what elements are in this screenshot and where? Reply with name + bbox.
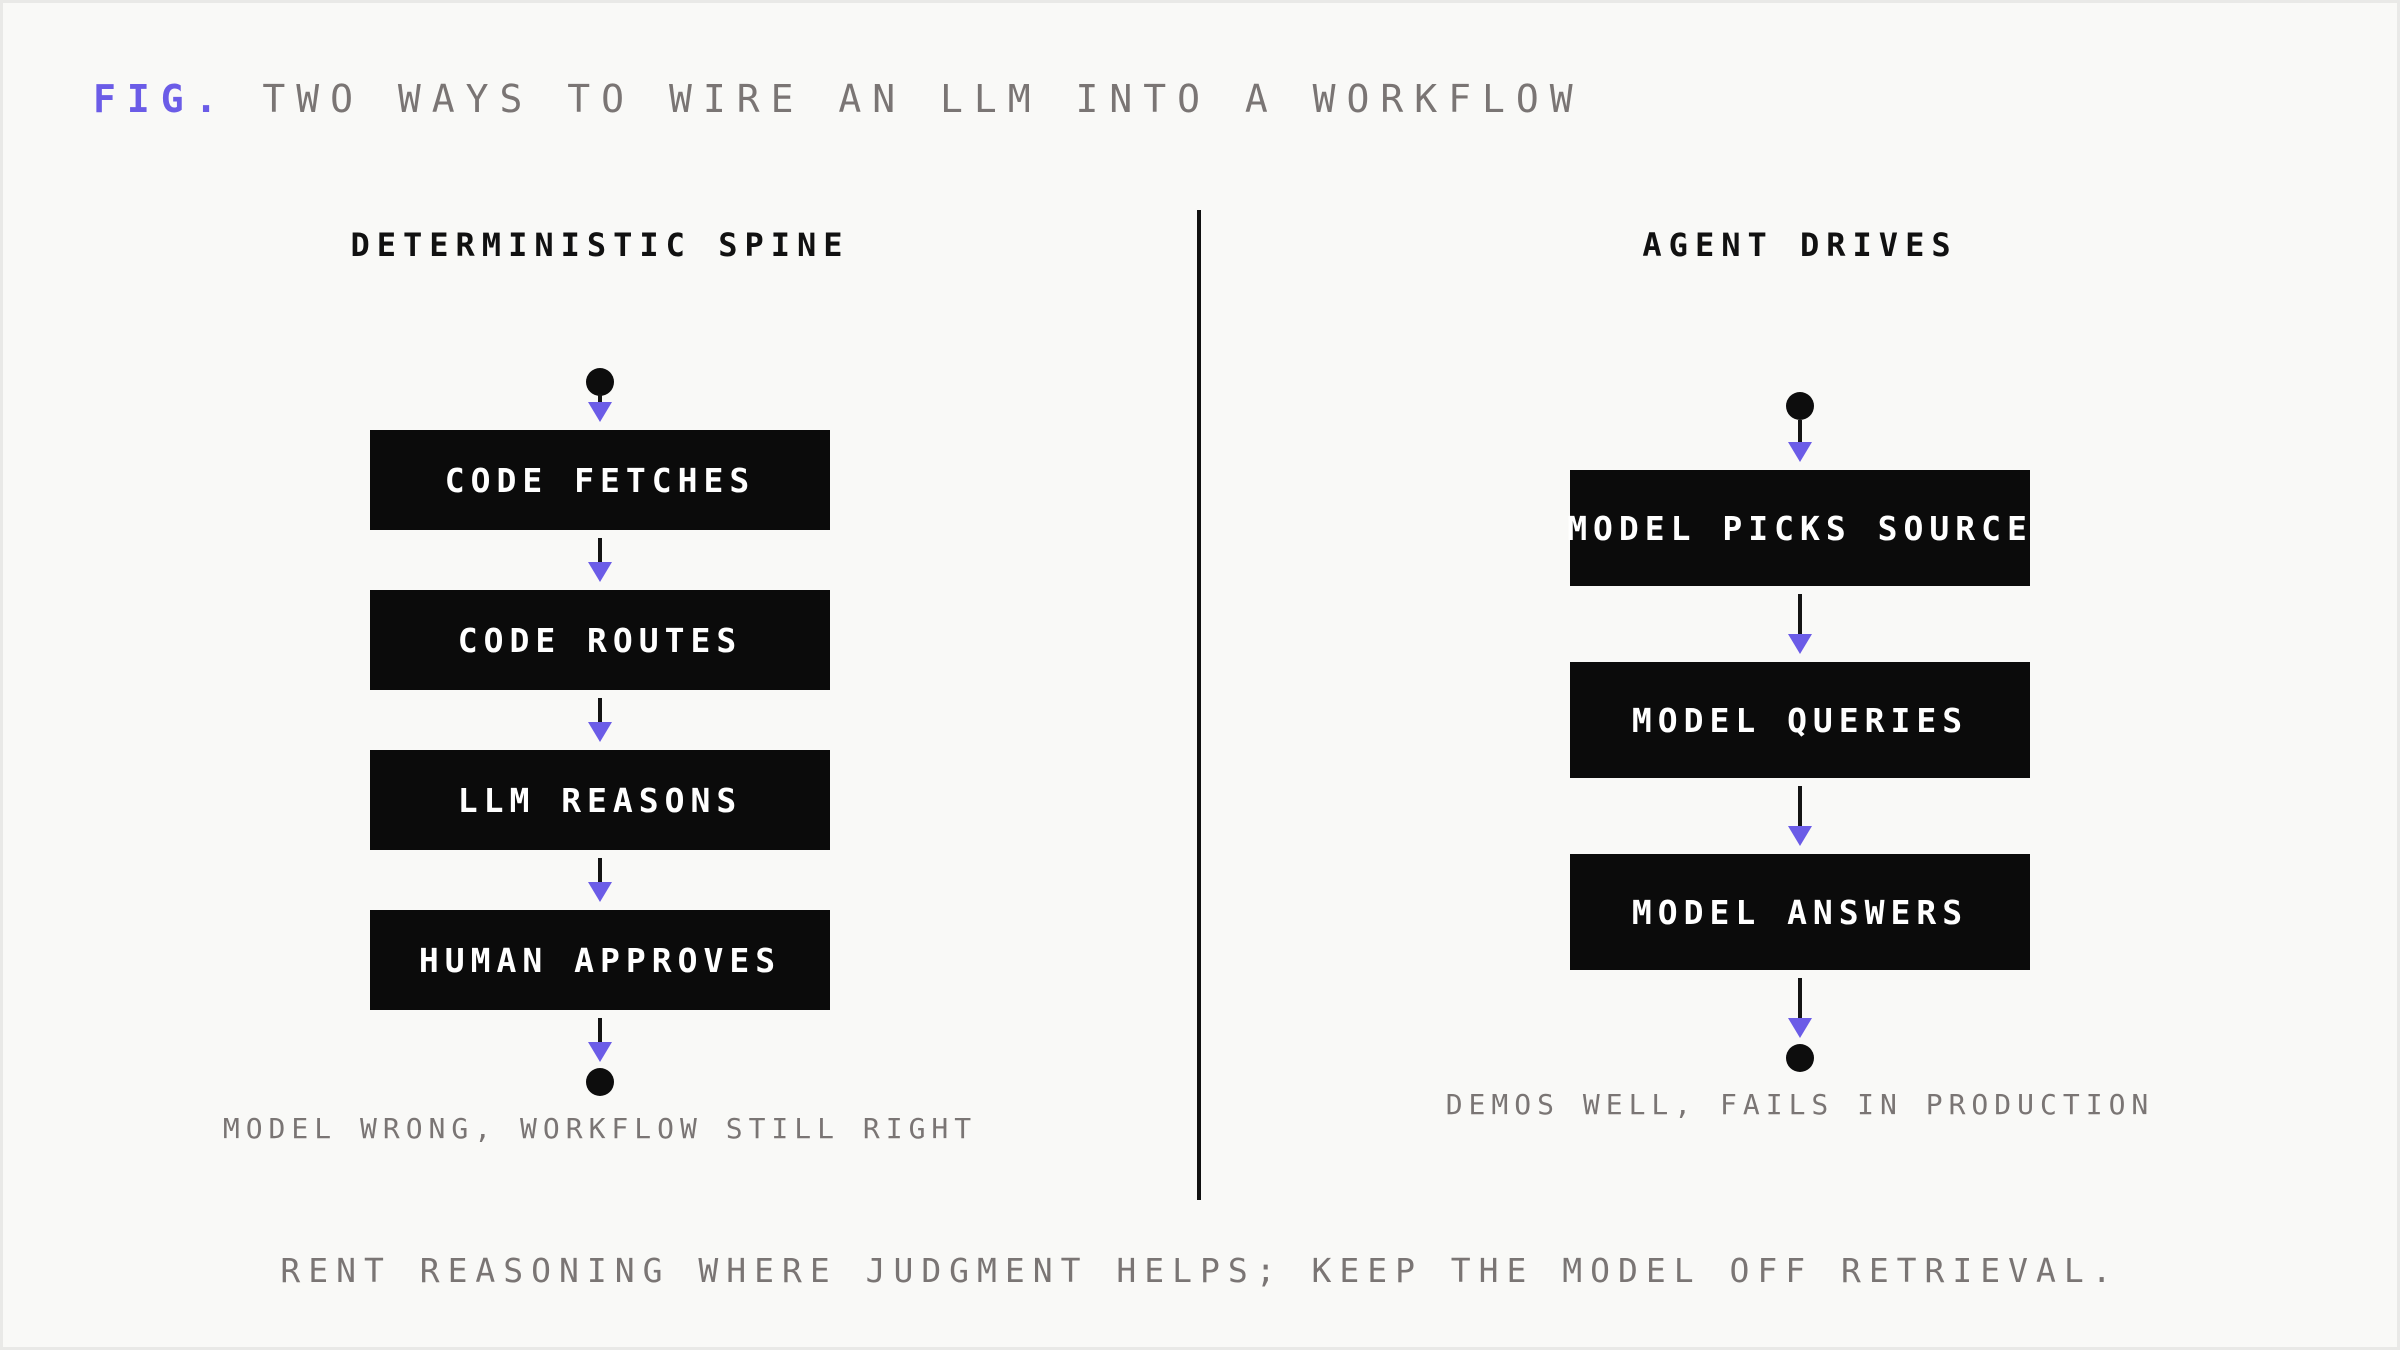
right-arrow-start [1788, 420, 1812, 462]
right-panel-heading: AGENT DRIVES [1642, 226, 1958, 264]
figure-title-text: TWO WAYS TO WIRE AN LLM INTO A WORKFLOW [262, 77, 1584, 121]
left-arrow-2 [588, 698, 612, 742]
left-arrow-end [588, 1018, 612, 1062]
left-end-node [586, 1068, 614, 1096]
right-step-model-answers: MODEL ANSWERS [1570, 854, 2030, 970]
right-step-model-queries: MODEL QUERIES [1570, 662, 2030, 778]
left-panel-heading: DETERMINISTIC SPINE [350, 226, 850, 264]
left-arrow-start [588, 394, 612, 422]
right-start-node [1786, 392, 1814, 420]
panel-divider [1197, 210, 1201, 1200]
right-step-model-picks-source: MODEL PICKS SOURCE [1570, 470, 2030, 586]
figure-takeaway: RENT REASONING WHERE JUDGMENT HELPS; KEEP THE MODEL OFF RETRIEVAL. [280, 1251, 2120, 1290]
right-panel-caption: DEMOS WELL, FAILS IN PRODUCTION [1445, 1088, 2155, 1121]
left-start-node [586, 368, 614, 396]
right-arrow-2 [1788, 786, 1812, 846]
right-end-node [1786, 1044, 1814, 1072]
left-step-human-approves: HUMAN APPROVES [370, 910, 830, 1010]
left-panel-caption: MODEL WRONG, WORKFLOW STILL RIGHT [222, 1112, 978, 1145]
figure-label: FIG. [93, 77, 229, 121]
left-step-code-routes: CODE ROUTES [370, 590, 830, 690]
left-arrow-3 [588, 858, 612, 902]
figure-title [93, 77, 1584, 121]
right-arrow-1 [1788, 594, 1812, 654]
left-step-code-fetches: CODE FETCHES [370, 430, 830, 530]
left-step-llm-reasons: LLM REASONS [370, 750, 830, 850]
right-arrow-end [1788, 978, 1812, 1038]
left-arrow-1 [588, 538, 612, 582]
